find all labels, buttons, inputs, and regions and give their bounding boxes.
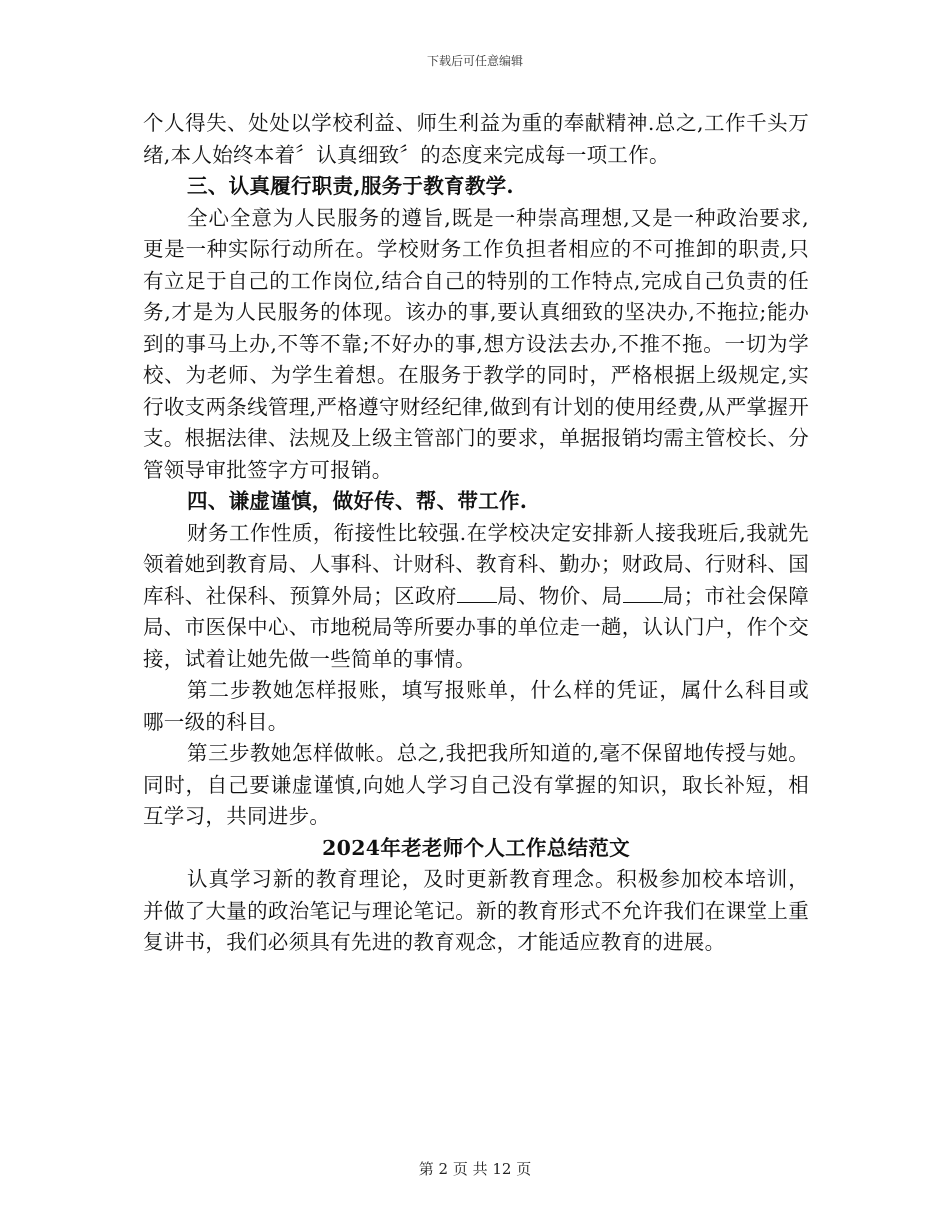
paragraph-step-two: 第二步教她怎样报账，填写报账单，什么样的凭证，属什么科目或哪一级的科目。 xyxy=(143,678,809,734)
section-heading-3: 三、认真履行职责,服务于教育教学. xyxy=(187,174,514,198)
page-header: 下载后可任意编辑 xyxy=(426,54,523,68)
paragraph-study: 认真学习新的教育理论，及时更新教育理念。积极参加校本培训，并做了大量的政治笔记与理论笔记。新的教育形式不允许我们在课堂上重复讲书，我们必须具有先进的教育观念，才能适应教育的进展。 xyxy=(143,867,809,954)
article-title: 2024年老老师个人工作总结范文 xyxy=(322,835,630,860)
page-number: 第 2 页 共 12 页 xyxy=(418,1160,532,1178)
blank-line xyxy=(623,582,663,603)
paragraph-continuation: 个人得失、处处以学校利益、师生利益为重的奉献精神.总之,工作千头万绪,本人始终本着〞认真细致〞的态度来完成每一项工作。 xyxy=(143,111,809,167)
handover-text-3: 局；市社会保障局、市医保中心、市地税局等所要办事的单位走一趟，认认门户，作个交接，试着让她先做一些简单的事情。 xyxy=(143,583,809,671)
paragraph-step-three: 第三步教她怎样做帐。总之,我把我所知道的,毫不保留地传授与她。同时，自己要谦虚谨慎,向她人学习自己没有掌握的知识，取长补短，相互学习，共同进步。 xyxy=(143,741,809,828)
blank-line xyxy=(457,582,497,603)
section-heading-4: 四、谦虚谨慎，做好传、帮、带工作. xyxy=(187,489,528,513)
paragraph-handover xyxy=(143,518,809,676)
paragraph-duties: 全心全意为人民服务的遵旨,既是一种崇高理想,又是一种政治要求,更是一种实际行动所在。学校财务工作负担者相应的不可推卸的职责,只有立足于自己的工作岗位,结合自己的特别的工作特点,完成自己负责的任务,才是为人民服务的体现。该办的事,要认真细致的坚决办,不拖拉;能办到的事马上办,不等不靠;不好办的事,想方设法去办,不推不拖。一切为学校、为老师、为学生着想。在服务于教学的同时，严格根据上级规定,实行收支两条线管理,严格遵守财经纪律,做到有计划的使用经费,从严掌握开支。根据法律、法规及上级主管部门的要求，单据报销均需主管校长、分管领导审批签字方可报销。 xyxy=(143,205,809,482)
document-body xyxy=(143,108,809,959)
handover-text-2: 局、物价、局 xyxy=(496,583,623,608)
handover-text-1: 财务工作性质，衔接性比较强.在学校决定安排新人接我班后,我就先领着她到教育局、人事科、计财科、教育科、勤办；财政局、行财科、国库科、社保科、预算外局；区政府 xyxy=(143,520,809,608)
